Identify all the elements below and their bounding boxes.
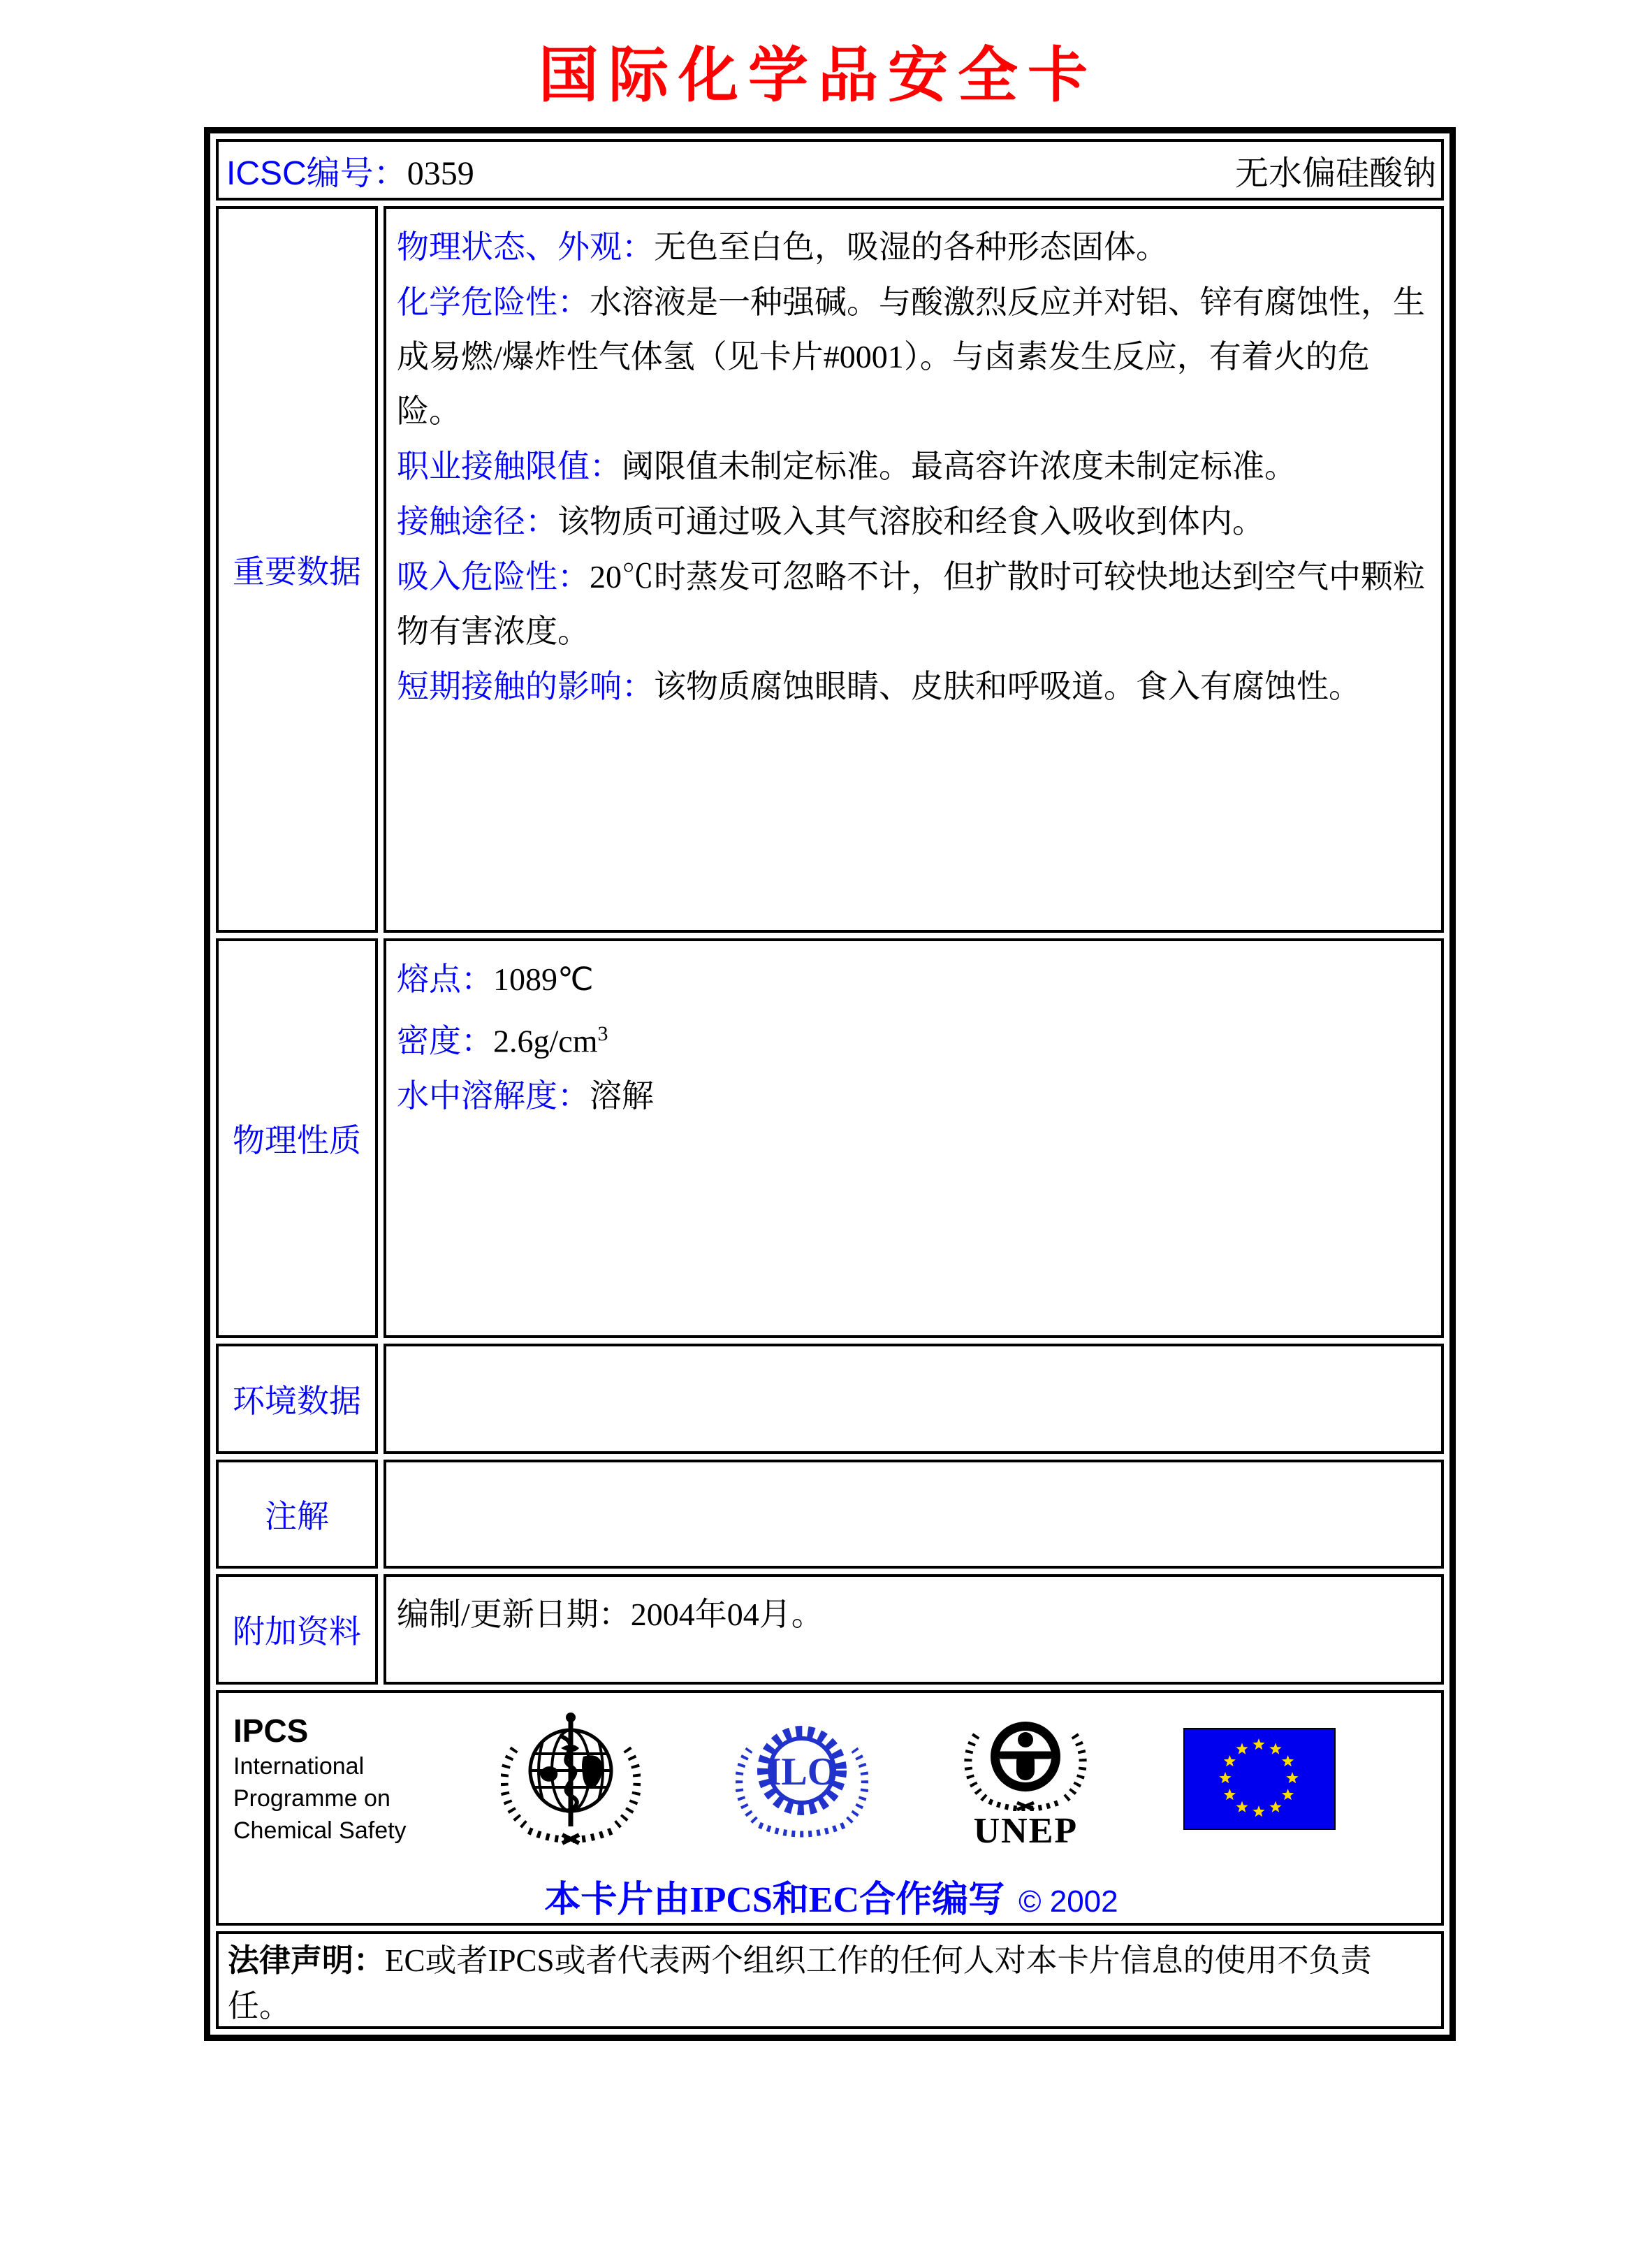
water-solubility xyxy=(397,1068,1426,1124)
unep-wordmark: UNEP xyxy=(973,1811,1079,1851)
environmental-data-content xyxy=(384,1344,1444,1454)
update-date-line: 编制/更新日期：2004年04月。 xyxy=(397,1597,824,1632)
item-value: 无色至白色，吸湿的各种形态固体。 xyxy=(654,229,1168,265)
item-value: 1089℃ xyxy=(493,961,594,997)
item-key: 化学危险性： xyxy=(397,284,590,320)
icsc-number-label: ICSC编号： xyxy=(226,154,407,192)
logos-row xyxy=(216,1690,1444,1926)
density-superscript: 3 xyxy=(597,1022,608,1045)
ipcs-line: Programme on xyxy=(233,1785,390,1812)
item-key: 吸入危险性： xyxy=(397,558,590,595)
legal-label: 法律声明： xyxy=(228,1942,386,1978)
important-item xyxy=(397,275,1426,439)
legal-text: EC或者IPCS或者代表两个组织工作的任何人对本卡片信息的使用不负责任。 xyxy=(228,1943,1372,2023)
additional-info-content xyxy=(384,1574,1444,1685)
ilo-logo xyxy=(736,1716,868,1842)
notes-row xyxy=(216,1460,1444,1569)
environmental-data-row xyxy=(216,1344,1444,1454)
item-key: 熔点： xyxy=(397,961,493,997)
item-value: 水溶液是一种强碱。与酸激烈反应并对铝、锌有腐蚀性，生成易燃/爆炸性气体氢（见卡片#0001）。与卤素发生反应，有着火的危险。 xyxy=(397,284,1425,429)
ipcs-line: International xyxy=(233,1753,365,1780)
environmental-data-label: 环境数据 xyxy=(216,1344,378,1454)
ipcs-acronym: IPCS xyxy=(233,1713,309,1749)
item-value: 2.6g/cm xyxy=(493,1023,598,1059)
logos-cell xyxy=(216,1690,1444,1926)
item-value: 溶解 xyxy=(590,1078,654,1114)
caption-copyright: © 2002 xyxy=(1018,1884,1118,1919)
notes-label: 注解 xyxy=(216,1460,378,1569)
important-data-row xyxy=(216,206,1444,933)
item-key: 接触途径： xyxy=(397,503,557,539)
item-value: 该物质腐蚀眼睛、皮肤和呼吸道。食入有腐蚀性。 xyxy=(654,669,1361,704)
physical-properties-content xyxy=(384,938,1444,1338)
important-item xyxy=(397,219,1426,275)
important-item xyxy=(397,659,1426,714)
unep-emblem xyxy=(963,1706,1088,1811)
page-title: 国际化学品安全卡 xyxy=(539,42,1097,109)
icsc-number-value: 0359 xyxy=(407,154,474,192)
chemical-name: 无水偏硅酸钠 xyxy=(1234,154,1436,192)
legal-cell xyxy=(216,1931,1444,2029)
item-key: 职业接触限值： xyxy=(397,448,622,484)
important-item xyxy=(397,439,1426,494)
item-value: 该物质可通过吸入其气溶胶和经食入吸收到体内。 xyxy=(557,504,1264,539)
header-row xyxy=(216,139,1444,201)
physical-properties-label: 物理性质 xyxy=(216,938,378,1338)
item-key: 密度： xyxy=(397,1022,493,1059)
ipcs-text-block xyxy=(233,1711,407,1847)
important-item xyxy=(397,494,1426,549)
item-key: 水中溶解度： xyxy=(397,1077,590,1114)
item-value: 20℃时蒸发可忽略不计，但扩散时可较快地达到空气中颗粒物有害浓度。 xyxy=(397,559,1425,649)
who-logo xyxy=(501,1706,641,1852)
physical-properties-row xyxy=(216,938,1444,1338)
caption-text: 本卡片由IPCS和EC合作编写 xyxy=(544,1880,1005,1920)
header-cell xyxy=(216,139,1444,201)
melting-point xyxy=(397,952,1426,1007)
notes-content xyxy=(384,1460,1444,1569)
legal-row xyxy=(216,1931,1444,2029)
ilo-letters: ILO xyxy=(766,1750,838,1794)
icsc-card-table xyxy=(204,127,1456,2041)
important-data-content xyxy=(384,206,1444,933)
important-item xyxy=(397,549,1426,659)
item-key: 短期接触的影响： xyxy=(397,668,654,704)
eu-flag xyxy=(1183,1728,1336,1830)
unep-logo xyxy=(963,1706,1088,1852)
ipcs-line: Chemical Safety xyxy=(233,1817,407,1844)
density xyxy=(397,1007,1426,1068)
icsc-number-group xyxy=(226,146,474,194)
item-key: 物理状态、外观： xyxy=(397,228,654,265)
cooperation-caption xyxy=(229,1870,1433,1922)
item-value: 阈限值未制定标准。最高容许浓度未制定标准。 xyxy=(622,449,1297,484)
additional-info-label: 附加资料 xyxy=(216,1574,378,1685)
additional-info-row xyxy=(216,1574,1444,1685)
important-data-label: 重要数据 xyxy=(216,206,378,933)
